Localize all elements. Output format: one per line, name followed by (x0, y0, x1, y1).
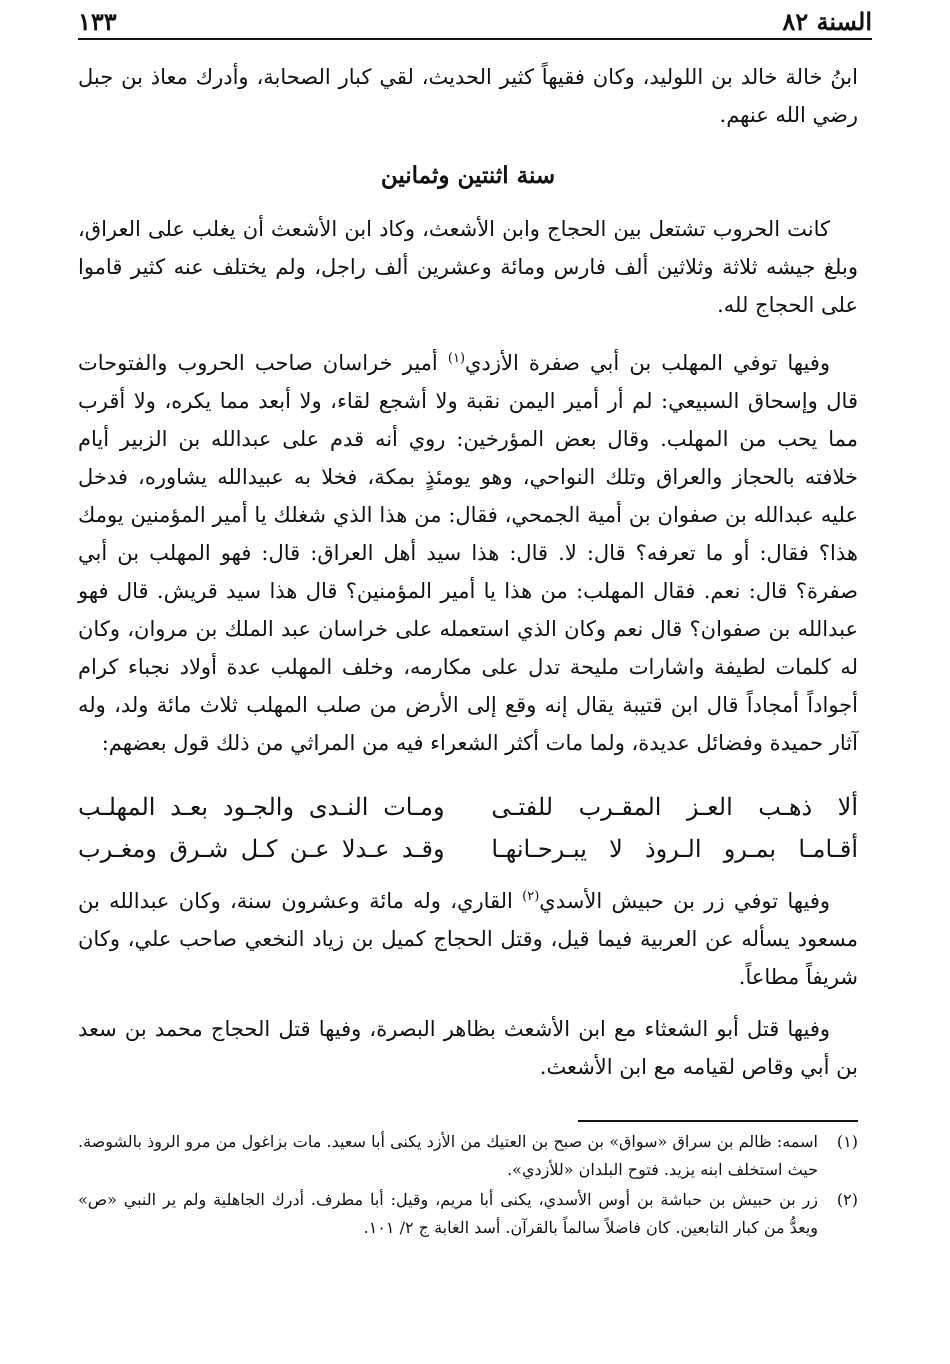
paragraph-3-start: وفيها توفي زر بن حبيش الأسدي (539, 889, 830, 913)
paragraph-2 (78, 340, 858, 762)
footnote-number: (١) (836, 1132, 858, 1151)
paragraph-2-start: وفيها توفي المهلب بن أبي صفرة الأزدي (465, 351, 831, 375)
poem (78, 786, 858, 876)
verse-first-hemistich: أقـامـا بمـرو الـروذ لا يبـرحـانهـا (491, 835, 858, 863)
paragraph-1: كانت الحروب تشتعل بين الحجاج وابن الأشعث، وكاد ابن الأشعث أن يغلب على العراق، وبلغ جيشه ثلاثة وثلاثين ألف فارس ومائة وعشرين ألف راجل، ولم يختلف عنه كثير قاموا على الحجاج لله. (78, 217, 858, 317)
paragraph-2-rest: أمير خراسان صاحب الحروب والفتوحات قال وإسحاق السبيعي: لم أر أمير اليمن نقبة ولا أشجع لقاء، ولا أبعد مما يكره، ولا أقرب مما يحب من المهلب. وقال بعض المؤرخين: روي أنه قدم على عبدالله بن الزبير أيام خلافته بالحجاز والعراق وتلك النواحي، وهو يومئذٍ بمكة، فخلا به عبيدالله يشاوره، فدخل عليه عبدالله بن صفوان بن أمية الجمحي، فقال: من هذا الذي شغلك يا أمير المؤمنين يومك هذا؟ فقال: أو ما تعرفه؟ قال: لا. قال: هذا سيد أهل العراق: قال: فهو المهلب بن أبي صفرة؟ قال: نعم. فقال المهلب: من هذا يا أمير المؤمنين؟ قال هذا سيد قريش. قال فهو عبدالله بن صفوان؟ قال نعم وكان الذي استعمله على خراسان عبد الملك بن مروان، وكان له كلمات لطيفة واشارات مليحة تدل على مكارمه، وخلف المهلب عدة أولاد نجباء كرام أجواداً أمجاداً قال ابن قتيبة يقال إنه وقع إلى الأرض من صلب المهلب ثلاث مائة ولد، وله آثار حميدة وفضائل عديدة، ولما مات أكثر الشعراء فيه من المراثي من ذلك قول بعضهم: (78, 351, 858, 755)
paragraph-block-3 (78, 878, 858, 996)
intro-paragraph: ابنُ خالة خالد بن اللوليد، وكان فقيهاً كثير الحديث، لقي كبار الصحابة، وأدرك معاذ بن جبل رضي الله عنهم. (78, 65, 858, 127)
paragraph-4: وفيها قتل أبو الشعثاء مع ابن الأشعث بظاهر البصرة، وفيها قتل الحجاج محمد بن سعد بن أبي وقاص لقيامه مع ابن الأشعث. (78, 1017, 858, 1079)
footnote-ref-2: (٢) (522, 889, 540, 904)
intro-block (78, 58, 858, 134)
section-title: سنة اثنتين وثمانين (380, 162, 556, 189)
verse-second-hemistich: ومـات النـدى والجـود بعـد المهلـب (78, 793, 445, 821)
paragraph-block-4 (78, 1010, 858, 1086)
footnotes (78, 1128, 858, 1244)
paragraph-block-1 (78, 210, 858, 324)
footnote-number: (٢) (836, 1190, 858, 1209)
running-header (78, 6, 872, 36)
verse-first-hemistich: ألا ذهـب العـز المقـرب للفتـى (491, 793, 858, 821)
paragraph-block-2 (78, 340, 858, 762)
verse-line (78, 786, 858, 828)
verse-line (78, 828, 858, 870)
verse-second-hemistich: وقـد عـدلا عـن كـل شـرق ومغـرب (78, 835, 445, 863)
header-rule (78, 38, 872, 40)
footnote-ref-1: (١) (447, 351, 466, 366)
paragraph-3-rest: القاري، وله مائة وعشرون سنة، وكان عبدالله بن مسعود يسأله عن العربية فيما قيل، وقتل الحجاج كميل بن زياد النخعي صاحب علي، وكان شريفاً مطاعاً. (78, 889, 858, 989)
footnote (78, 1128, 858, 1184)
footnote-rule (578, 1120, 858, 1122)
footnote-text: زر بن حبيش بن حباشة بن أوس الأسدي، يكنى أبا مريم، وقيل: أبا مطرف. أدرك الجاهلية ولم ير النبي «ص» ويعدُّ من كبار التابعين. كان فاضلاً سالماً بالقرآن. أسد الغابة ج ٢/ ١٠١. (78, 1190, 818, 1237)
year-label: السنة ٨٢ (782, 6, 872, 36)
footnote (78, 1186, 858, 1242)
page-number: ١٣٣ (78, 6, 117, 36)
paragraph-3 (78, 878, 858, 996)
footnote-text: اسمه: ظالم بن سراق «سواق» بن صبح بن العتيك من الأزد يكنى أبا سعيد. مات بزاغول من مرو الروذ بالشوصة. حيث استخلف ابنه يزيد. فتوح البلدان «للأزدي». (78, 1132, 818, 1179)
